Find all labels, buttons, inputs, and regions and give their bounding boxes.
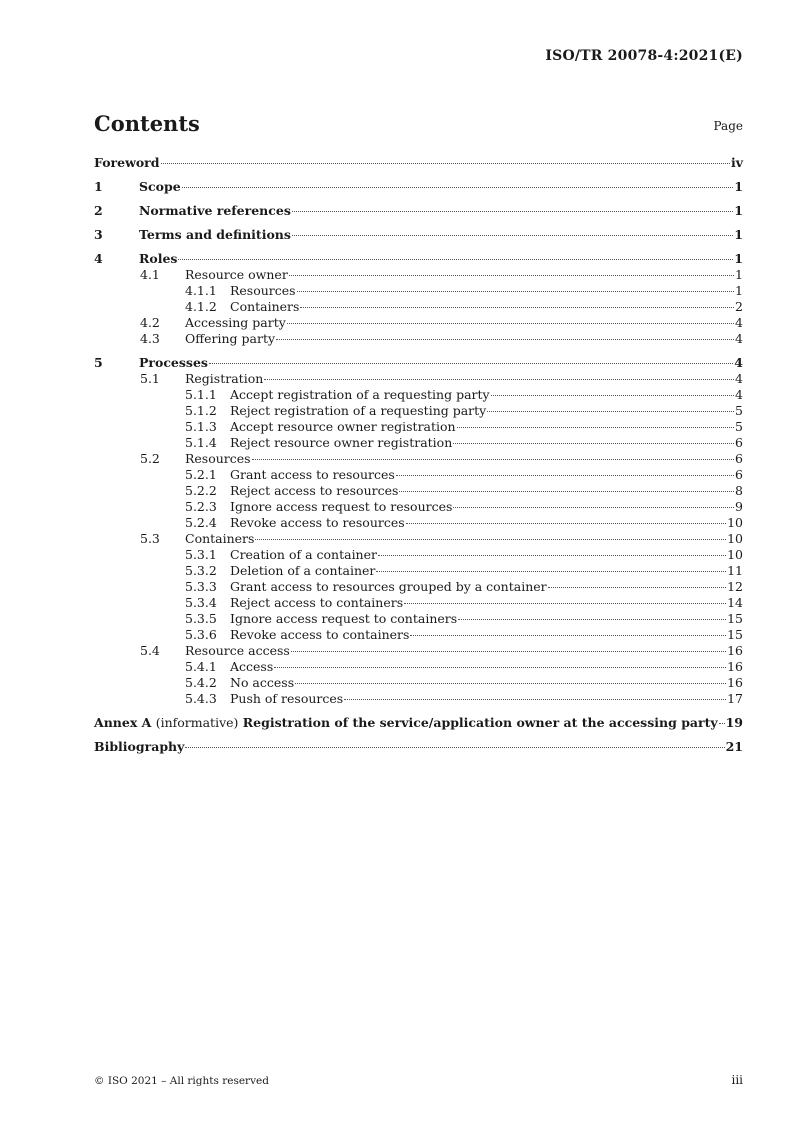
toc-page-number: 16 xyxy=(727,643,743,658)
toc-section-number: 1 xyxy=(94,179,103,194)
toc-section-number: 5.4.1 xyxy=(185,659,217,674)
toc-entry[interactable] xyxy=(94,403,743,419)
toc-entry-annex-a[interactable] xyxy=(94,715,743,731)
toc-entry[interactable] xyxy=(94,371,743,387)
dot-leader xyxy=(274,667,726,668)
toc-page-number: 16 xyxy=(727,659,743,674)
toc-entry[interactable] xyxy=(94,355,743,371)
toc-section-number: 5.3.4 xyxy=(185,595,217,610)
toc-entry-title: Grant access to resources grouped by a container xyxy=(230,579,547,594)
annex-kind: (informative) xyxy=(155,715,239,730)
dot-leader xyxy=(292,235,733,236)
toc-entry[interactable] xyxy=(94,331,743,347)
toc-page-number: 21 xyxy=(725,739,743,754)
toc-page-number: 12 xyxy=(727,579,743,594)
dot-leader xyxy=(548,587,726,588)
toc-entry[interactable] xyxy=(94,499,743,515)
dot-leader xyxy=(255,539,726,540)
toc-section-number: 5.3.3 xyxy=(185,579,217,594)
toc-entry-title: Registration xyxy=(185,371,264,386)
toc-entry-title: Containers xyxy=(230,299,300,314)
toc-page-number: 1 xyxy=(735,267,743,282)
toc-entry-title: Scope xyxy=(139,179,181,194)
toc-section-number: 5.3.6 xyxy=(185,627,217,642)
toc-entry[interactable] xyxy=(94,179,743,195)
toc-entry[interactable] xyxy=(94,203,743,219)
toc-entry[interactable] xyxy=(94,515,743,531)
dot-leader xyxy=(161,163,730,164)
toc-page-number: 9 xyxy=(735,499,743,514)
dot-leader xyxy=(406,523,726,524)
toc-entry-title: Accept registration of a requesting party xyxy=(230,387,490,402)
toc-section-number: 2 xyxy=(94,203,103,218)
toc-entry-title: Normative references xyxy=(139,203,291,218)
toc-entry-title: No access xyxy=(230,675,295,690)
toc-entry-title: Bibliography xyxy=(94,739,185,754)
toc-entry[interactable] xyxy=(94,595,743,611)
toc-entry[interactable] xyxy=(94,563,743,579)
toc-entry[interactable] xyxy=(94,419,743,435)
toc-page-number: 16 xyxy=(727,675,743,690)
dot-leader xyxy=(297,291,734,292)
toc-page-number: 5 xyxy=(735,419,743,434)
toc-page-number: 1 xyxy=(734,227,743,242)
dot-leader xyxy=(287,323,734,324)
toc-section-number: 5.3.2 xyxy=(185,563,217,578)
toc-page-number: 15 xyxy=(727,627,743,642)
dot-leader xyxy=(252,459,734,460)
toc-section-number: 4.3 xyxy=(140,331,160,346)
toc-entry[interactable] xyxy=(94,299,743,315)
toc-entry-title: Offering party xyxy=(185,331,276,346)
dot-leader xyxy=(410,635,726,636)
dot-leader xyxy=(453,443,734,444)
page-number: iii xyxy=(731,1073,743,1087)
toc-page-number: 10 xyxy=(727,547,743,562)
toc-entry-title: Reject access to resources xyxy=(230,483,399,498)
toc-page-number: 15 xyxy=(727,611,743,626)
toc-page-number: 6 xyxy=(735,435,743,450)
toc-section-number: 5.1.1 xyxy=(185,387,217,402)
toc-page-number: 5 xyxy=(735,403,743,418)
toc-entry-title: Processes xyxy=(139,355,208,370)
toc-page-number: 4 xyxy=(734,355,743,370)
toc-entry[interactable] xyxy=(94,251,743,267)
toc-section-number: 5.2.2 xyxy=(185,483,217,498)
toc-entry-title: Accept resource owner registration xyxy=(230,419,456,434)
toc-page-number: 17 xyxy=(727,691,743,706)
toc-section-number: 5.1.2 xyxy=(185,403,217,418)
toc-page-number: 10 xyxy=(727,531,743,546)
toc-section-number: 4.1.2 xyxy=(185,299,217,314)
toc-entry[interactable] xyxy=(94,691,743,707)
toc-page-number: 4 xyxy=(735,387,743,402)
toc-entry-title: Resource owner xyxy=(185,267,288,282)
toc-entry[interactable] xyxy=(94,483,743,499)
contents-title: Contents xyxy=(94,111,200,136)
dot-leader xyxy=(344,699,726,700)
table-of-contents xyxy=(94,155,743,755)
toc-section-number: 5.2.4 xyxy=(185,515,217,530)
toc-page-number: iv xyxy=(730,155,743,170)
toc-entry-title: Revoke access to containers xyxy=(230,627,410,642)
toc-page-number: 19 xyxy=(725,715,743,730)
toc-entry-title: Reject registration of a requesting party xyxy=(230,403,487,418)
document-id: ISO/TR 20078-4:2021(E) xyxy=(545,48,743,64)
toc-section-number: 5 xyxy=(94,355,103,370)
toc-entry[interactable] xyxy=(94,547,743,563)
copyright-notice: © ISO 2021 – All rights reserved xyxy=(94,1075,269,1087)
toc-entry[interactable] xyxy=(94,435,743,451)
toc-entry-title: Revoke access to resources xyxy=(230,515,405,530)
toc-entry[interactable] xyxy=(94,659,743,675)
dot-leader xyxy=(291,651,726,652)
toc-entry-title: Access xyxy=(230,659,274,674)
dot-leader xyxy=(185,747,724,748)
toc-entries xyxy=(94,155,743,707)
toc-section-number: 5.2.1 xyxy=(185,467,217,482)
dot-leader xyxy=(209,363,733,364)
toc-entry[interactable] xyxy=(94,227,743,243)
toc-page-number: 6 xyxy=(735,451,743,466)
toc-entry[interactable] xyxy=(94,627,743,643)
toc-section-number: 4.1.1 xyxy=(185,283,217,298)
toc-entry-title: Ignore access request to containers xyxy=(230,611,458,626)
toc-entry-title: Containers xyxy=(185,531,255,546)
toc-section-number: 4.1 xyxy=(140,267,160,282)
toc-section-number: 5.4.3 xyxy=(185,691,217,706)
toc-entry[interactable] xyxy=(94,155,743,171)
toc-entry[interactable] xyxy=(94,451,743,467)
toc-section-number: 3 xyxy=(94,227,103,242)
dot-leader xyxy=(300,307,734,308)
toc-page-number: 1 xyxy=(734,179,743,194)
toc-page-number: 6 xyxy=(735,467,743,482)
toc-entry-title: Resources xyxy=(230,283,296,298)
toc-entry[interactable] xyxy=(94,387,743,403)
dot-leader xyxy=(376,571,726,572)
toc-entry-title: Resources xyxy=(185,451,251,466)
toc-section-number: 5.2 xyxy=(140,451,160,466)
toc-section-number: 5.3 xyxy=(140,531,160,546)
toc-entry-title: Reject access to containers xyxy=(230,595,404,610)
page-column-label: Page xyxy=(713,119,743,133)
dot-leader xyxy=(457,427,734,428)
toc-page-number: 4 xyxy=(735,315,743,330)
toc-entry-title: Grant access to resources xyxy=(230,467,395,482)
toc-page-number: 1 xyxy=(734,203,743,218)
toc-entry-title: Foreword xyxy=(94,155,160,170)
toc-entry-title: Roles xyxy=(139,251,178,266)
toc-section-number: 5.3.1 xyxy=(185,547,217,562)
toc-entry[interactable] xyxy=(94,267,743,283)
toc-entry[interactable] xyxy=(94,675,743,691)
toc-section-number: 5.4.2 xyxy=(185,675,217,690)
toc-entry-title: Ignore access request to resources xyxy=(230,499,453,514)
dot-leader xyxy=(292,211,733,212)
toc-page-number: 14 xyxy=(727,595,743,610)
dot-leader xyxy=(491,395,734,396)
toc-page-number: 1 xyxy=(735,283,743,298)
dot-leader xyxy=(264,379,734,380)
toc-page-number: 4 xyxy=(735,371,743,386)
toc-page-number: 11 xyxy=(727,563,743,578)
toc-entry[interactable] xyxy=(94,315,743,331)
toc-entry-title: Accessing party xyxy=(185,315,286,330)
dot-leader xyxy=(396,475,734,476)
dot-leader xyxy=(276,339,734,340)
toc-entry[interactable] xyxy=(94,643,743,659)
dot-leader xyxy=(458,619,726,620)
dot-leader xyxy=(378,555,726,556)
toc-entry-title: Deletion of a container xyxy=(230,563,376,578)
toc-entry[interactable] xyxy=(94,283,743,299)
toc-section-number: 4.2 xyxy=(140,315,160,330)
toc-section-number: 5.1 xyxy=(140,371,160,386)
annex-title: Registration of the service/application owner at the accessing party xyxy=(242,715,718,730)
dot-leader xyxy=(404,603,726,604)
toc-section-number: 5.3.5 xyxy=(185,611,217,626)
toc-section-number: 5.1.4 xyxy=(185,435,217,450)
dot-leader xyxy=(719,723,725,724)
dot-leader xyxy=(182,187,734,188)
toc-page-number: 10 xyxy=(727,515,743,530)
toc-entry-title: Terms and definitions xyxy=(139,227,291,242)
toc-section-number: 5.1.3 xyxy=(185,419,217,434)
toc-entry-title: Resource access xyxy=(185,643,290,658)
dot-leader xyxy=(453,507,734,508)
dot-leader xyxy=(178,259,733,260)
toc-entry-title: Creation of a container xyxy=(230,547,377,562)
toc-entry[interactable] xyxy=(94,531,743,547)
toc-page-number: 2 xyxy=(735,299,743,314)
dot-leader xyxy=(289,275,734,276)
toc-page-number: 8 xyxy=(735,483,743,498)
toc-section-number: 5.2.3 xyxy=(185,499,217,514)
dot-leader xyxy=(487,411,734,412)
annex-label: Annex A xyxy=(94,715,152,730)
toc-page-number: 4 xyxy=(735,331,743,346)
toc-entry[interactable] xyxy=(94,611,743,627)
toc-page-number: 1 xyxy=(734,251,743,266)
dot-leader xyxy=(295,683,726,684)
toc-section-number: 4 xyxy=(94,251,103,266)
toc-entry-title: Reject resource owner registration xyxy=(230,435,453,450)
toc-entry[interactable] xyxy=(94,579,743,595)
toc-entry-title: Push of resources xyxy=(230,691,344,706)
toc-entry[interactable] xyxy=(94,467,743,483)
toc-section-number: 5.4 xyxy=(140,643,160,658)
toc-entry-bibliography[interactable] xyxy=(94,739,743,755)
dot-leader xyxy=(399,491,734,492)
